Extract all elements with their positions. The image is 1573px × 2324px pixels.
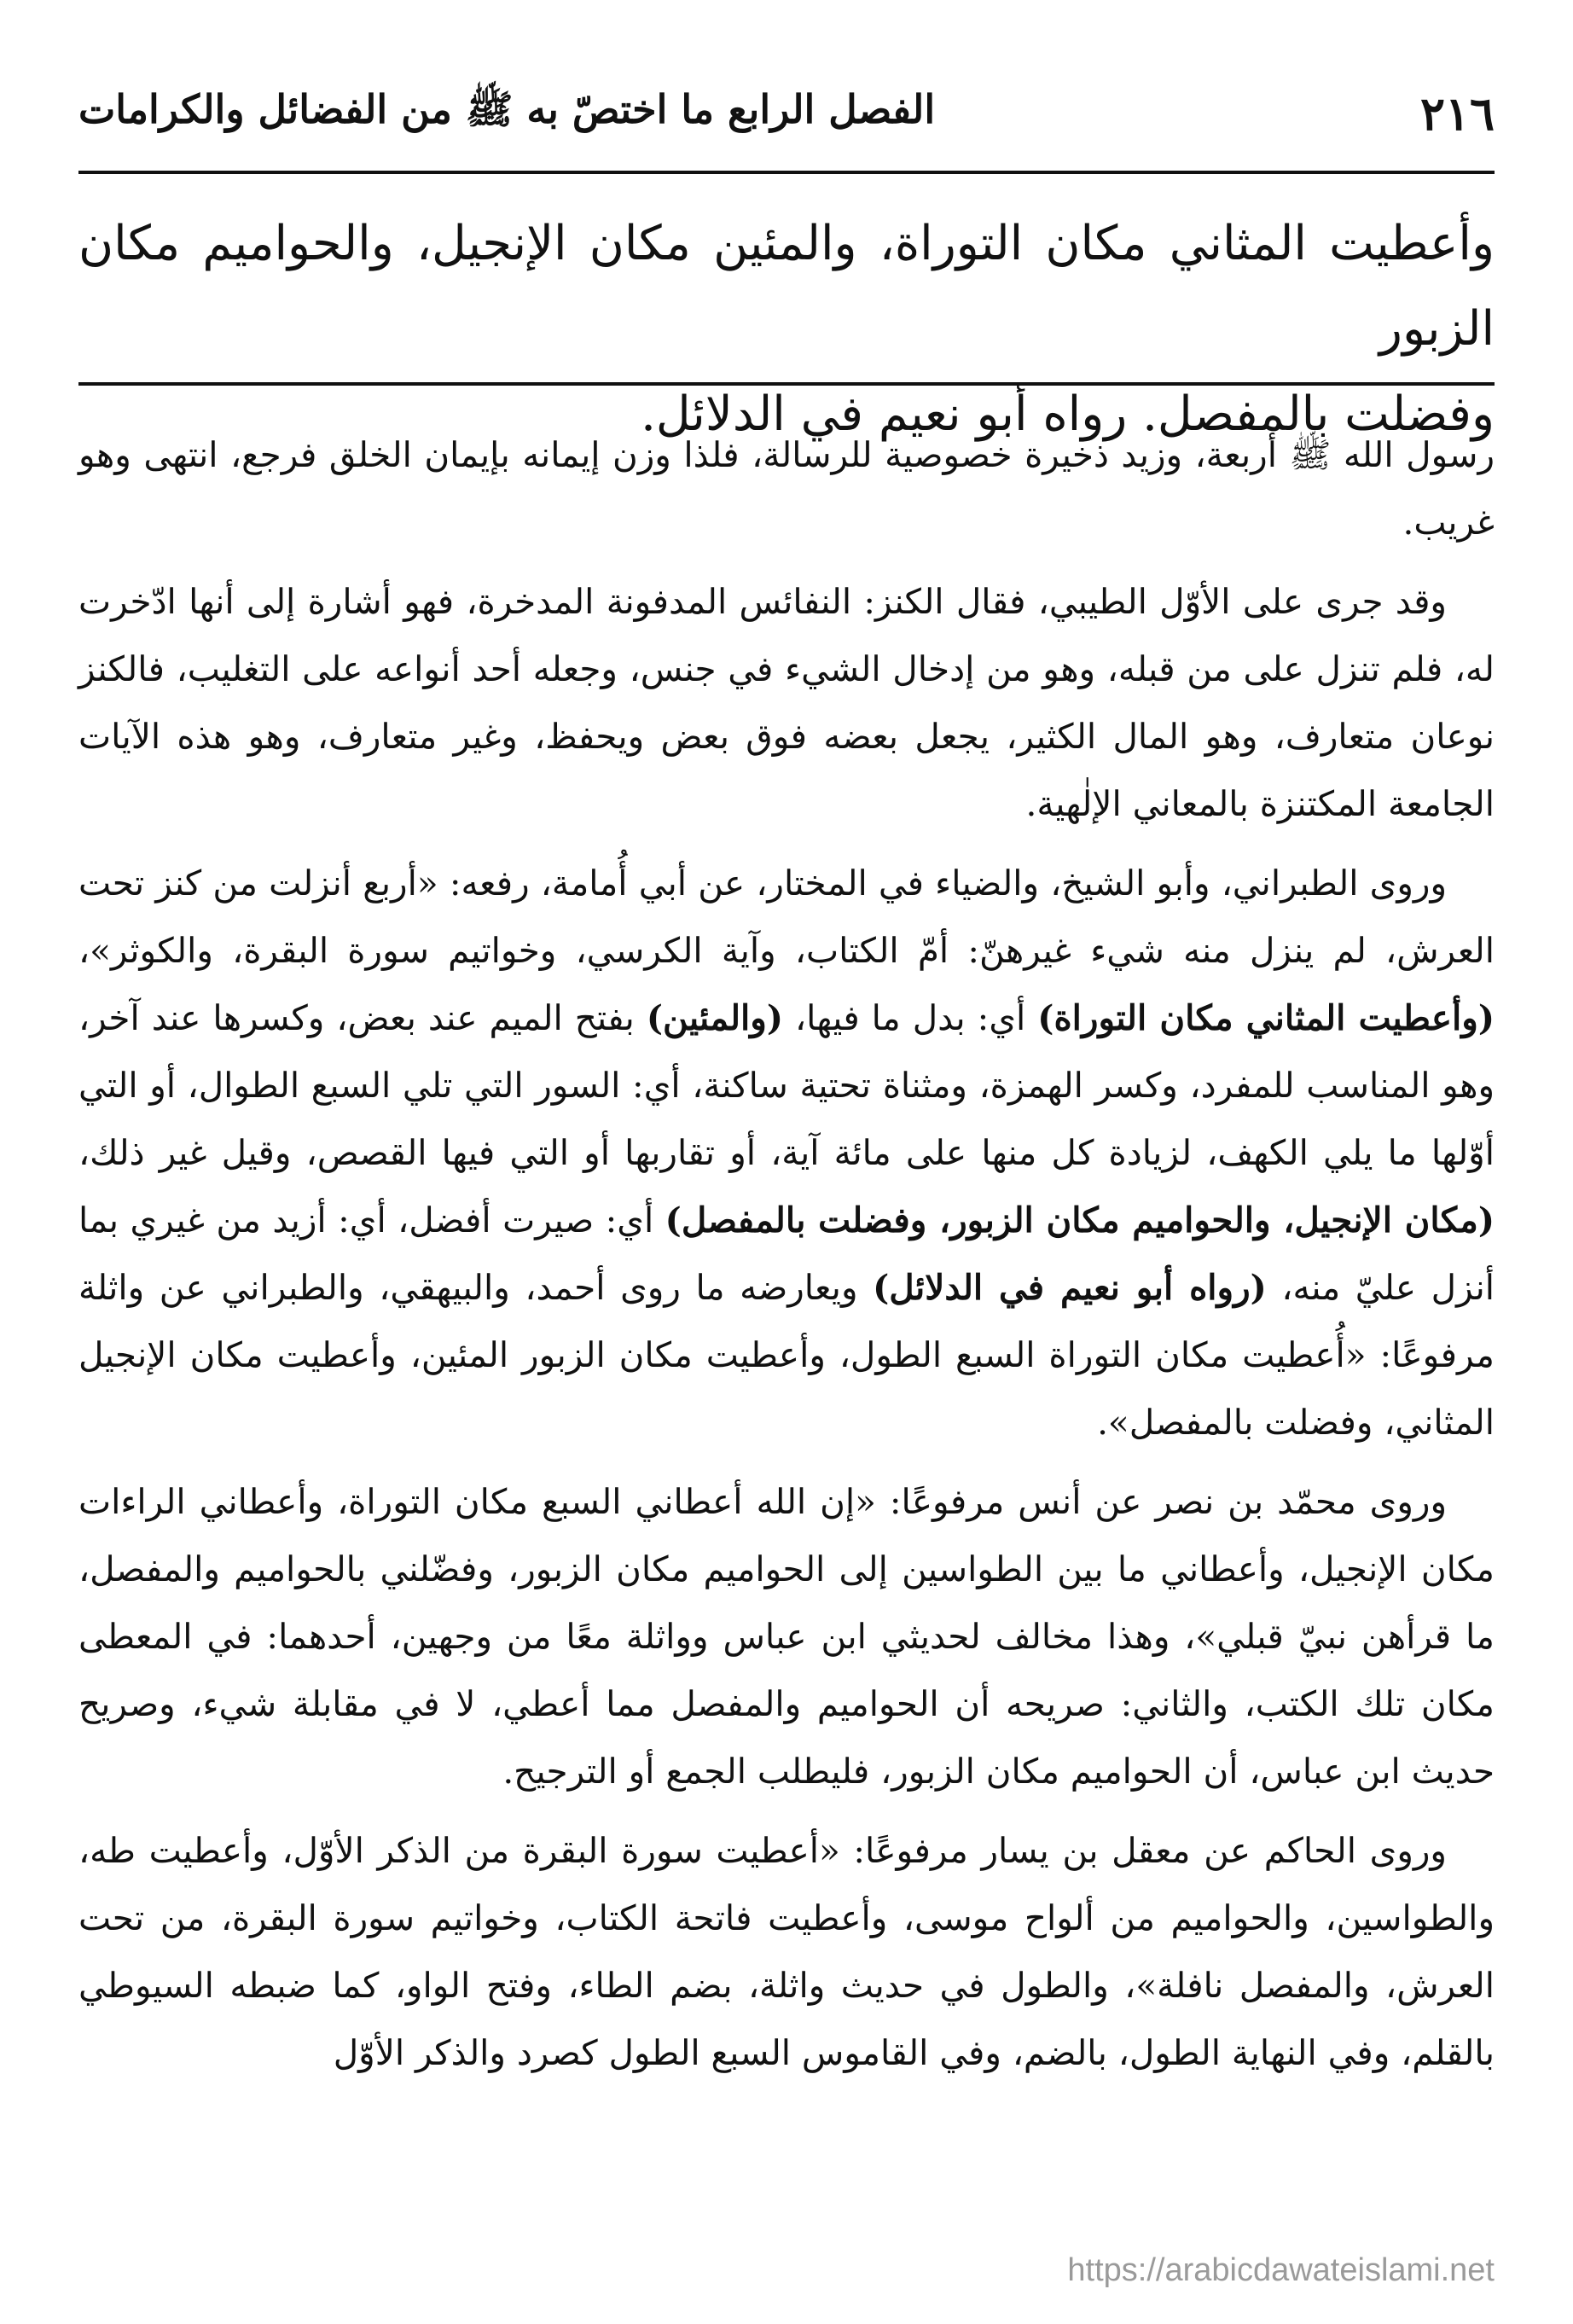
sharh-paragraph: وقد جرى على الأوّل الطيبي، فقال الكنز: النفائس المدفونة المدخرة، فهو أشارة إلى أنها ادّخرت له، فلم تنزل على من قبله، وهو من إدخال الشيء في جنس، وجعله أحد أنواعه على التغليب، فالكنز نوعان متعارف، وهو المال الكثير، يجعل بعضه فوق بعض ويحفظ، وغير متعارف، وهو هذه الآيات الجامعة المكتنزة بالمعاني الإلٰهية. <box>78 581 1495 824</box>
matn-line: وأعطيت المثاني مكان التوراة، والمئين مكان الإنجيل، والحواميم مكان الزبور <box>78 216 1495 357</box>
matn-sharh-separator <box>78 382 1495 386</box>
watermark-url: https://arabicdawateislami.net <box>1067 2252 1495 2288</box>
sharh-text <box>78 421 1495 2099</box>
sharh-text-run: أي: صيرت أفضل، أي: أزيد من غيري بما أنزل عليّ منه، <box>78 1200 1495 1308</box>
sharh-paragraph: وروى محمّد بن نصر عن أنس مرفوعًا: «إن الله أعطاني السبع مكان التوراة، وأعطاني الراءات مكان الإنجيل، وأعطاني ما بين الطواسين إلى الحواميم مكان الزبور، وفضّلني بالحواميم والمفصل، ما قرأهن نبيّ قبلي»، وهذا مخالف لحديثي ابن عباس وواثلة معًا من وجهين، أحدهما: في المعطى مكان تلك الكتب، والثاني: صريحه أن الحواميم والمفصل مما أعطي، لا في مقابلة شيء، وصريح حديث ابن عباس، أن الحواميم مكان الزبور، فليطلب الجمع أو الترجيح. <box>78 1481 1495 1792</box>
sharh-paragraph: وروى الحاكم عن معقل بن يسار مرفوعًا: «أعطيت سورة البقرة من الذكر الأوّل، وأعطيت طه، والطواسين، والحواميم من ألواح موسى، وأعطيت فاتحة الكتاب، وخواتيم سورة البقرة، من تحت العرش، والمفصل نافلة»، والطول في حديث واثلة، بضم الطاء، وفتح الواو، كما ضبطه السيوطي بالقلم، وفي النهاية الطول، بالضم، وفي القاموس السبع الطول كصرد والذكر الأوّل <box>78 1830 1495 2073</box>
matn-line: وفضلت بالمفصل. رواه أبو نعيم في الدلائل. <box>641 386 1495 442</box>
matn-quote: (والمئين) <box>646 997 784 1038</box>
sharh-text-run: وروى الطبراني، وأبو الشيخ، والضياء في المختار، عن أبي أُمامة، رفعه: «أربع أنزلت من كنز تحت العرش، لم ينزل منه شيء غيرهنّ: أمّ الكتاب، وآية الكرسي، وخواتيم سورة البقرة، والكوثر»، <box>78 863 1495 971</box>
sharh-text-run: بفتح الميم عند بعض، وكسرها عند آخر، وهو المناسب للمفرد، وكسر الهمزة، ومثناة تحتية ساكنة، أي: السور التي تلي السبع الطوال، أو التي أوّلها ما يلي الكهف، لزيادة كل منها على مائة آية، أو تقاربها أو التي فيها القصص، وقيل غير ذلك، <box>78 997 1495 1173</box>
matn-quote: (وأعطيت المثاني مكان التوراة) <box>1037 997 1495 1038</box>
matn-quote: (مكان الإنجيل، والحواميم مكان الزبور، وفضلت بالمفصل) <box>665 1200 1495 1240</box>
sharh-text-run: ويعارضه ما روى أحمد، والبيهقي، والطبراني عن واثلة مرفوعًا: «أُعطيت مكان التوراة السبع الطول، وأعطيت مكان الزبور المئين، وأعطيت مكان الإنجيل المثاني، وفضلت بالمفصل». <box>78 1267 1495 1443</box>
sharh-text-run: أي: بدل ما فيها، <box>783 997 1038 1038</box>
header-rule <box>78 171 1495 174</box>
page-header <box>78 84 1495 143</box>
chapter-title: الفصل الرابع ما اختصّ به ﷺ من الفضائل والكرامات <box>78 85 936 132</box>
matn-text <box>78 201 1495 457</box>
matn-quote: (رواه أبو نعيم في الدلائل) <box>873 1267 1267 1308</box>
sharh-paragraph <box>78 850 1495 1456</box>
sharh-paragraph: رسول الله ﷺ أربعة، وزيد ذخيرة خصوصية للرسالة، فلذا وزن إيمانه بإيمان الخلق فرجع، انتهى وهو غريب. <box>78 434 1495 543</box>
page-number: ٢١٦ <box>1419 86 1495 141</box>
